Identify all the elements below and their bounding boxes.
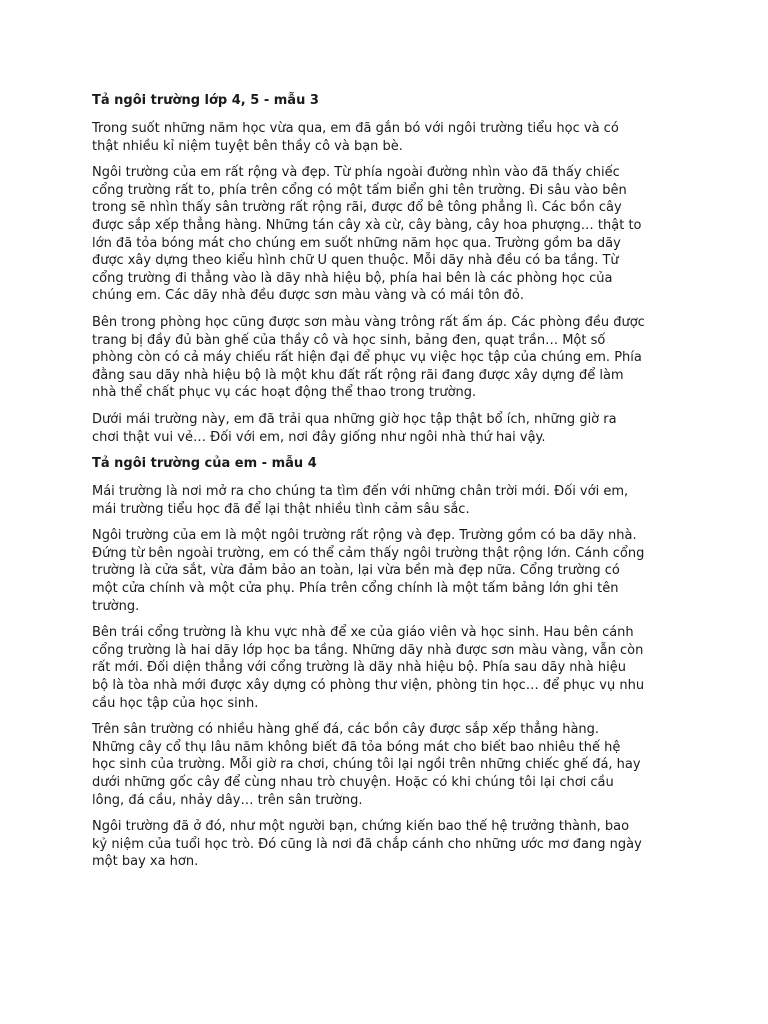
- section-heading: Tả ngôi trường lớp 4, 5 - mẫu 3: [92, 93, 319, 108]
- paragraph: Trên sân trường có nhiều hàng ghế đá, các bồn cây được sắp xếp thẳng hàng. Những cây cổ thụ lâu năm không biết đã tỏa bóng mát cho biết bao nhiêu thế hệ học sinh của trường. Mỗi giờ ra chơi, chúng tôi lại ngồi trên những chiếc ghế đá, hay dưới những gốc cây để cùng nhau trò chuyện. Hoặc có khi chúng tôi lại chơi cầu lông, đá cầu, nhảy dây… trên sân trường.: [92, 722, 641, 808]
- section-heading: Tả ngôi trường của em - mẫu 4: [92, 456, 317, 472]
- paragraph: Mái trường là nơi mở ra cho chúng ta tìm đến với những chân trời mới. Đối với em, mái trường tiểu học đã để lại thật nhiều tình cảm sâu sắc.: [92, 484, 629, 517]
- paragraph: Bên trái cổng trường là khu vực nhà để xe của giáo viên và học sinh. Hau bên cánh cổng trường là hai dãy lớp học ba tầng. Những dãy nhà được sơn màu vàng, vẫn còn rất mới. Đối diện thẳng với cổng trường là dãy nhà hiệu bộ. Phía sau dãy nhà hiệu bộ là tòa nhà mới được xây dựng có phòng thư viện, phòng tin học… để phục vụ nhu cầu học tập của học sinh.: [92, 625, 645, 711]
- document-page: [92, 92, 692, 880]
- paragraph: Bên trong phòng học cũng được sơn màu vàng trông rất ấm áp. Các phòng đều được trang bị đầy đủ bàn ghế của thầy cô và học sinh, bảng đen, quạt trần… Một số phòng còn có cả máy chiếu rất hiện đại để phục vụ việc học tập của chúng em. Phía đằng sau dãy nhà hiệu bộ là một khu đất rất rộng rãi đang được xây dựng để làm nhà thể chất phục vụ các hoạt động thể thao trong trường.: [92, 314, 645, 401]
- paragraph: Ngôi trường của em là một ngôi trường rất rộng và đẹp. Trường gồm có ba dãy nhà. Đứng từ bên ngoài trường, em có thể cảm thấy ngôi trường thật rộng lớn. Cánh cổng trường là cửa sắt, vừa đảm bảo an toàn, lại vừa bền mà đẹp nữa. Cổng trường có một cửa chính và một cửa phụ. Phía trên cổng chính là một tấm bảng lớn ghi tên trường.: [92, 528, 645, 614]
- paragraph: Ngôi trường của em rất rộng và đẹp. Từ phía ngoài đường nhìn vào đã thấy chiếc cổng trường rất to, phía trên cổng có một tấm biển ghi tên trường. Đi sâu vào bên trong sẽ nhìn thấy sân trường rất rộng rãi, được đổ bê tông phẳng lì. Các bồn cây được sắp xếp thẳng hàng. Những tán cây xà cừ, cây bàng, cây hoa phượng… thật to lớn đã tỏa bóng mát cho chúng em suốt những năm học qua. Trường gồm ba dãy được xây dựng theo kiểu hình chữ U quen thuộc. Mỗi dãy nhà đều có ba tầng. Từ cổng trường đi thẳng vào là dãy nhà hiệu bộ, phía hai bên là các phòng học của chúng em. Các dãy nhà đều được sơn màu vàng và có mái tôn đỏ.: [92, 165, 642, 304]
- paragraph: Dưới mái trường này, em đã trải qua những giờ học tập thật bổ ích, những giờ ra chơi thật vui vẻ… Đối với em, nơi đây giống như ngôi nhà thứ hai vậy.: [92, 411, 617, 445]
- paragraph: Trong suốt những năm học vừa qua, em đã gắn bó với ngôi trường tiểu học và có thật nhiều kỉ niệm tuyệt bên thầy cô và bạn bè.: [92, 121, 619, 154]
- paragraph: Ngôi trường đã ở đó, như một người bạn, chứng kiến bao thế hệ trưởng thành, bao kỷ niệm của tuổi học trò. Đó cũng là nơi đã chắp cánh cho những ước mơ đang ngày một bay xa hơn.: [92, 819, 642, 870]
